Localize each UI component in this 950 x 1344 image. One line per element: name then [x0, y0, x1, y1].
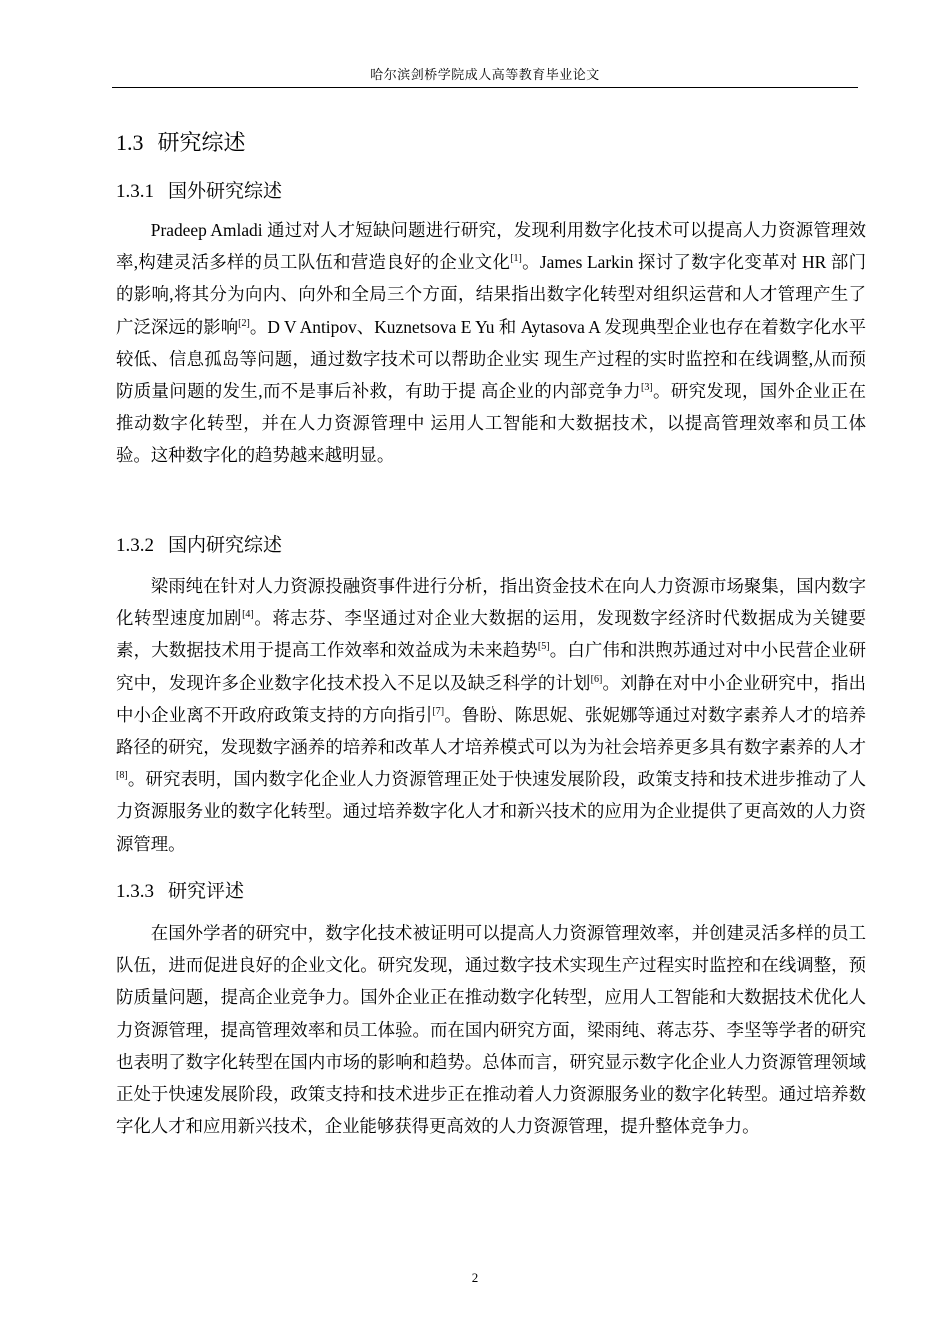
paragraph-foreign-review — [116, 214, 866, 472]
text-segment: 在国外学者的研究中，数字化技术被证明可以提高人力资源管理效率，并创建灵活多样的员工队伍，进而促进良好的企业文化。研究发现，通过数字技术实现生产过程实时监控和在线调整，预防质量问题，提高企业竞争力。国外企业正在推动数字化转型，应用人工智能和大数据技术优化人力资源管理，提高管理效率和员工体验。而在国内研究方面，梁雨纯、蒋志芬、李坚等学者的研究也表明了数字化转型在国内市场的影响和趋势。总体而言，研究显示数字化企业人力资源管理领域正处于快速发展阶段，政策支持和技术进步正在推动着人力资源服务业的数字化转型。通过培养数字化人才和应用新兴技术，企业能够获得更高效的人力资源管理，提升整体竞争力。 — [116, 923, 866, 1137]
text-segment: Pradeep Amladi 通过对人才短缺问题进行研究，发现利用数字化技术可以提高人力资源管理效率,构建灵活多样的员工队伍和营造良好的企业文化 — [116, 220, 866, 273]
text-segment: 梁雨纯在针对人力资源投融资事件进行分析，指出资金技术在向人力资源市场聚集，国内数字化转型速度加剧 — [116, 576, 866, 629]
section-heading — [116, 126, 246, 157]
citation-ref: [8] — [116, 770, 128, 782]
text-segment: 。研究表明，国内数字化企业人力资源管理正处于快速发展阶段，政策支持和技术进步推动了人力资源服务业的数字化转型。通过培养数字化人才和新兴技术的应用为企业提供了更高效的人力资源管理。 — [116, 769, 866, 854]
text-segment: 。白广伟和洪煦苏通过对中小民营企业研究中，发现许多企业数字化技术投入不足以及缺乏科学的计划 — [116, 640, 866, 693]
subsection-title: 研究评述 — [168, 880, 245, 902]
citation-ref: [6] — [590, 673, 603, 685]
subsection-title: 国外研究综述 — [168, 180, 283, 202]
header-rule — [112, 87, 858, 88]
text-segment: 。James Larkin 探讨了数字化变革对 HR 部门的影响,将其分为向内、向外和全局三个方面，结果指出数字化转型对组织运营和人才管理产生了广泛深远的影响 — [116, 252, 866, 337]
citation-ref: [7] — [432, 706, 445, 718]
citation-ref: [5] — [537, 641, 550, 653]
paragraph-research-assessment — [116, 917, 866, 1142]
subsection-number: 1.3.2 — [116, 535, 154, 556]
subsection-title: 国内研究综述 — [168, 534, 283, 556]
citation-ref: [2] — [238, 317, 250, 329]
subsection-number: 1.3.3 — [116, 881, 154, 902]
text-segment: 。D V Antipov、Kuznetsova E Yu 和 Aytasova A 发现典型企业也存在着数字化水平较低、信息孤岛等问题，通过数字技术可以帮助企业实 现生产过程的实时监控和在线调整,从而预防质量问题的发生,而不是事后补救，有助于提 高企业的内部竞争力 — [116, 316, 866, 402]
subsection-heading-assessment — [116, 876, 244, 903]
text-segment: 。蒋志芬、李坚通过对企业大数据的运用，发现数字经济时代数据成为关键要素，大数据技术用于提高工作效率和效益成为未来趋势 — [116, 608, 866, 661]
subsection-heading-domestic — [116, 530, 282, 557]
subsection-number: 1.3.1 — [116, 181, 154, 202]
subsection-heading-foreign — [116, 176, 282, 203]
text-segment: 。刘静在对中小企业研究中，指出中小企业离不开政府政策支持的方向指引 — [116, 672, 866, 725]
citation-ref: [3] — [641, 382, 653, 394]
running-header: 哈尔滨剑桥学院成人高等教育毕业论文 — [370, 67, 600, 82]
citation-ref: [1] — [510, 253, 522, 265]
page-number: 2 — [471, 1270, 479, 1285]
citation-ref: [4] — [242, 609, 254, 621]
text-segment: 。研究发现，国外企业正在推动数字化转型，并在人力资源管理中 运用人工智能和大数据技术，以提高管理效率和员工体验。这种数字化的趋势越来越明显。 — [116, 381, 866, 466]
section-number: 1.3 — [116, 130, 144, 155]
paragraph-domestic-review — [116, 570, 866, 860]
section-title: 研究综述 — [157, 131, 246, 156]
text-segment: 。鲁盼、陈思妮、张妮娜等通过对数字素养人才的培养路径的研究，发现数字涵养的培养和改革人才培养模式可以为为社会培养更多具有数字素养的人才 — [116, 704, 866, 758]
